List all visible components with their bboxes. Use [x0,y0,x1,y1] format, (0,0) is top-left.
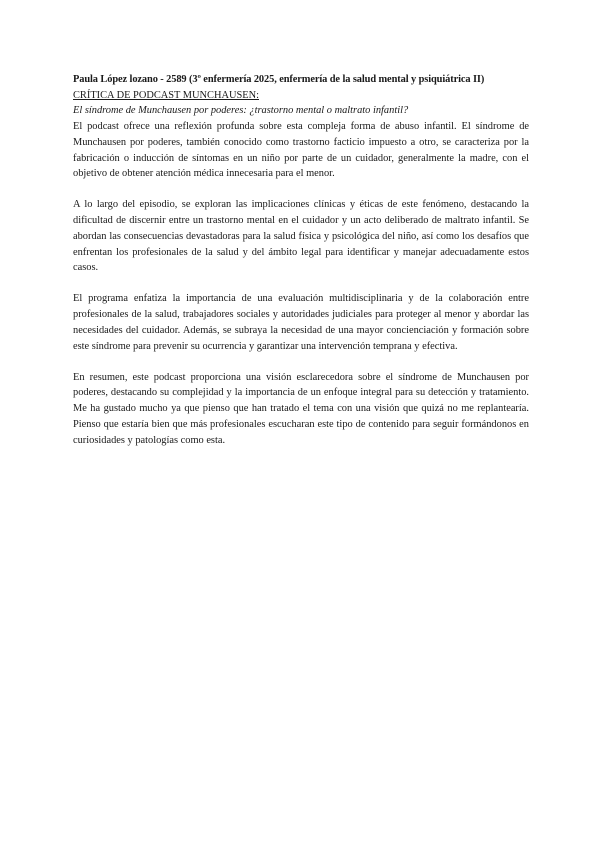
paragraph-intro: El podcast ofrece una reflexión profunda sobre esta compleja forma de abuso infantil. El síndrome de Munchausen por poderes, también conocido como trastorno facticio impuesto a otro, se caracteriza por la fabricación o inducción de síntomas en un niño por parte de un cuidador, generalmente la madre, con el objetivo de obtener atención médica innecesaria para el menor. [73,121,529,180]
paragraph-episode: A lo largo del episodio, se exploran las implicaciones clínicas y éticas de este fenómeno, destacando la dificultad de discernir entre un trastorno mental en el cuidador y un acto deliberado de maltrato infantil. Se abordan las consecuencias devastadoras para la salud física y psicológica del niño, así como los desafíos que enfrentan los profesionales de la salud y del ámbito legal para identificar y manejar adecuadamente estos casos. [73,199,529,274]
document-title: CRÍTICA DE PODCAST MUNCHAUSEN: [73,89,259,101]
author-line: Paula López lozano - 2589 (3º enfermería 2025, enfermería de la salud mental y psiquiátrica II) [73,74,485,85]
paragraph-summary: En resumen, este podcast proporciona una visión esclarecedora sobre el síndrome de Munchausen por poderes, destacando su complejidad y la importancia de un enfoque integral para su detección y tratamiento. Me ha gustado mucho ya que pienso que han tratado el tema con una visión que quizá no me replantearía. Pienso que estaría bien que más profesionales escucharan este tipo de contenido para seguir formándonos en curiosidades y patologías como esta. [73,371,529,446]
paragraph-program: El programa enfatiza la importancia de una evaluación multidisciplinaria y de la colaboración entre profesionales de la salud, trabajadores sociales y autoridades judiciales para proteger al menor y abordar las necesidades del cuidador. Además, se subraya la necesidad de una mayor concienciación y formación sobre este síndrome para prevenir su ocurrencia y garantizar una intervención temprana y efectiva. [73,293,529,352]
document-body [73,72,529,448]
document-subtitle: El síndrome de Munchausen por poderes: ¿trastorno mental o maltrato infantil? [73,105,409,117]
